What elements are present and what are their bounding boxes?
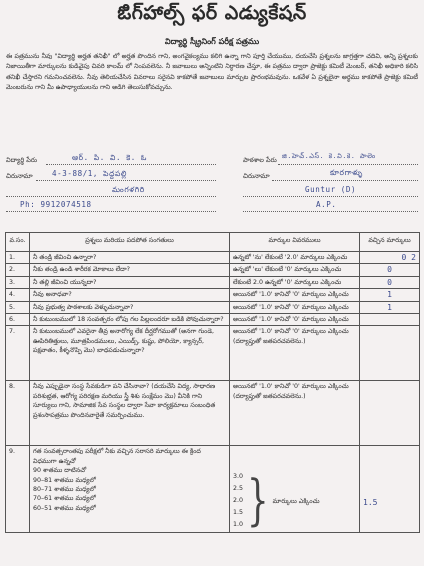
address-label: చిరునామా <box>6 172 33 180</box>
row9-value-1: 2.5 <box>233 485 244 493</box>
row-score[interactable] <box>360 314 420 326</box>
phone-value[interactable]: Ph: 9912074518 <box>20 200 92 209</box>
row-number: 9. <box>6 446 30 533</box>
table-header-row <box>6 233 420 252</box>
table-row <box>6 381 420 446</box>
address2-label: చిరునామా <box>243 172 270 180</box>
row-marks: అయినటో '1.0' కానిచో '0' మార్కులు ఎక్కించు <box>230 289 360 301</box>
student-name-value[interactable]: ఆర్. పి. వి. కె. ఓ <box>72 153 148 162</box>
state-value[interactable]: A.P. <box>316 200 337 209</box>
table-row <box>6 252 420 264</box>
phone-line <box>6 211 216 212</box>
row9-range-1: 90–81 శాతము మధ్యలో <box>33 476 96 484</box>
table-row <box>6 446 420 533</box>
header-marks-obtained: వచ్చిన మార్కులు <box>360 233 420 252</box>
row-number: 5. <box>6 301 30 313</box>
row-score[interactable]: 1.5 <box>360 446 420 533</box>
row-number: 4. <box>6 289 30 301</box>
school-name-line <box>278 164 418 165</box>
row-number: 3. <box>6 276 30 288</box>
address2-value[interactable]: కూరగాళ్ళు <box>330 168 363 177</box>
row-number: 6. <box>6 314 30 326</box>
row9-value-2: 2.0 <box>233 497 244 505</box>
village-value[interactable]: మంగళగిరి <box>112 185 145 194</box>
row-score[interactable]: 0 <box>360 264 420 276</box>
header-question: ప్రశ్నలు మరియు పదపోత సంగతులు <box>30 233 230 252</box>
row-question: నీకు తండ్రి ఉండి శారీరక మోకాలు లేదా? <box>30 264 230 276</box>
row-marks: అయినటో '1.0' కానిచో '0' మార్కులు ఎక్కించు <box>230 314 360 326</box>
district-line <box>243 196 418 197</box>
header-serial: వ.సం. <box>6 233 30 252</box>
row9-range-4: 60–51 శాతము మధ్యలో <box>33 504 96 512</box>
row-score[interactable] <box>360 326 420 381</box>
row-marks: లేకుంటే 2.0 ఉన్నటో '0' మార్కులు ఎక్కించు <box>230 276 360 288</box>
row-number: 7. <box>6 326 30 381</box>
row-number: 1. <box>6 252 30 264</box>
row-marks: అయినటో '1.0' కానిచో '0' మార్కులు ఎక్కించు (దర్యాప్తుతో జతపరచవలెను.) <box>230 381 360 446</box>
table-row <box>6 301 420 313</box>
screening-table <box>5 232 420 533</box>
row-score[interactable]: 1 <box>360 301 420 313</box>
instructions-paragraph: ఈ పత్రమును నీవు "విద్యార్థి అర్హత తనిఖీ" లో అర్హత పొందిన గాని, అంగవైకల్యము కలిగి ఉన్నా గాని పూర్తి చేయుము, దయచేసి ప్రశ్నలను జాగ్రత్తగా చదివి, అన్ని ప్రశ్నలకు నిజాయితీగా మార్కులను కుడివైపు చివరి కాలమ్ లో నింపవలెను. నీ జవాబులు అన్నింటిని నిర్ధారణ చేస్తూ, ఈ పత్రము ద్వారా ప్రాజెక్టు కమిటీ మెంబర్, తనిఖీ అధికారి కలిసి తనిఖీ చేస్తారని గమనించవలెను. నీవు తెలియచేసిన వివరాలు సరైనవి కాకపోతే జవాబులు మార్చుట ప్రారంభమవును. ఒకవేళ ఏ ప్రశ్నలైనా అర్థము కాకపోతే ప్రాజెక్టు కమిటీ మెంబరును గాని మీ ఉపాధ్యాయులను గాని అడిగి తెలుసుకోవచ్చును. <box>6 53 418 92</box>
row-question: నీ కుటుంబములో ఎవరైనా తీవ్ర అనారోగ్య లేక దీర్ఘరోగముతో (అనగా గుండె, ఊపిరితిత్తులు, మూత్రపిండములు, ఎయిడ్స్, కుష్టు, పోలియో, క్యాన్సర్, పక్షవాతం, కీళ్ళనొప్పి మొ) బాధపడుచున్నారా? <box>30 326 230 381</box>
page-title: ఓిగ్‌హాల్స్ ఫర్ ఎడ్యుకేషన్ <box>117 2 307 24</box>
row9-value-4: 1.0 <box>233 521 244 529</box>
address-value[interactable]: 4-3-88/1, పెద్దపల్లి <box>52 169 128 178</box>
address-line <box>36 180 216 181</box>
row-question: నీ తల్లి జీవించి యున్నదా? <box>30 276 230 288</box>
address2-line <box>272 180 418 181</box>
row-question: నీవు ఎప్పుడైనా సంస్థ సేవకుడిగా పని చేసినావా? (దయచేసి విద్య, సాధారణ పరిశుభ్రత, ఆరోగ్య పరిరక్షణ మరియు స్త్రీ శిశు సంక్షేమం మొ) వీనికి గాని సూర్యులు గాని, సామాజిక సేవ సంస్థల ద్వారా సేవా కార్యక్రమాలు సంబంధిత ప్రశంసాపత్రము పొందినవారైతే సమర్పించుము. <box>30 381 230 446</box>
table-row <box>6 264 420 276</box>
table-row <box>6 314 420 326</box>
row9-question-text: గత సంవత్సరాంతపు పరీక్షలో నీకు వచ్చిన సరాసరి మార్కులు ఈ క్రింద విధముగా ఉన్నచో <box>33 448 201 465</box>
village-line <box>6 196 216 197</box>
row-score[interactable]: 0 <box>360 276 420 288</box>
row-score[interactable]: 0 2 <box>360 252 420 264</box>
school-name-label: పాఠశాల పేరు <box>243 156 277 164</box>
form-subtitle: విద్యార్థి స్క్రీనింగ్ పరీక్ష పత్రము <box>164 37 260 46</box>
row-score[interactable] <box>360 381 420 446</box>
row-marks: అయినటో '1.0' కానిచో '0' మార్కులు ఎక్కించు <box>230 301 360 313</box>
row-marks: ఉన్నటో 'ను' లేకుంటే '2.0' మార్కులు ఎక్కించు <box>230 252 360 264</box>
table-row <box>6 326 420 381</box>
table-row <box>6 289 420 301</box>
district-value[interactable]: Guntur (D) <box>305 185 357 194</box>
row-marks: అయినటో '1.0' కానిచో '0' మార్కులు ఎక్కించు (దర్యాప్తుతో జతపరచవలెను.) <box>230 326 360 381</box>
row-question: నీవు ప్రభుత్వ పాఠశాలకు వెళ్ళుచున్నావా? <box>30 301 230 313</box>
row-question <box>30 446 230 533</box>
table-row <box>6 276 420 288</box>
header-marks-details: మార్కుల వివరములు <box>230 233 360 252</box>
row-marks: ఉన్నటో 'లు' లేకుంటే '0' మార్కులు ఎక్కించు <box>230 264 360 276</box>
row-question: నీవు అనాధవా? <box>30 289 230 301</box>
row-score[interactable]: 1 <box>360 289 420 301</box>
student-name-line <box>46 164 216 165</box>
state-line <box>243 211 418 212</box>
row-number: 2. <box>6 264 30 276</box>
school-name-value[interactable]: జి.హెచ్.ఎస్. కె.వి.కె. పాలెం <box>282 152 376 160</box>
row9-range-3: 70–61 శాతము మధ్యలో <box>33 495 96 503</box>
student-name-label: విద్యార్థి పేరు <box>6 156 38 164</box>
row9-range-2: 80–71 శాతము మధ్యలో <box>33 486 96 494</box>
row9-value-3: 1.5 <box>233 509 244 517</box>
row9-value-0: 3.0 <box>233 473 244 481</box>
row-number: 8. <box>6 381 30 446</box>
row-question: నీ తండ్రి జీవించి ఉన్నారా? <box>30 252 230 264</box>
brace-symbol: } <box>247 469 269 534</box>
row9-marks-text: మార్కులు ఎక్కించు <box>272 497 320 505</box>
row9-range-0: 90 శాతము దాటినచో <box>33 467 87 475</box>
row-question: నీ కుటుంబములో 18 సంవత్సరం లోపు గల పిల్లలందరూ బడికి పోవుచున్నారా? <box>30 314 230 326</box>
row-marks <box>230 446 360 533</box>
